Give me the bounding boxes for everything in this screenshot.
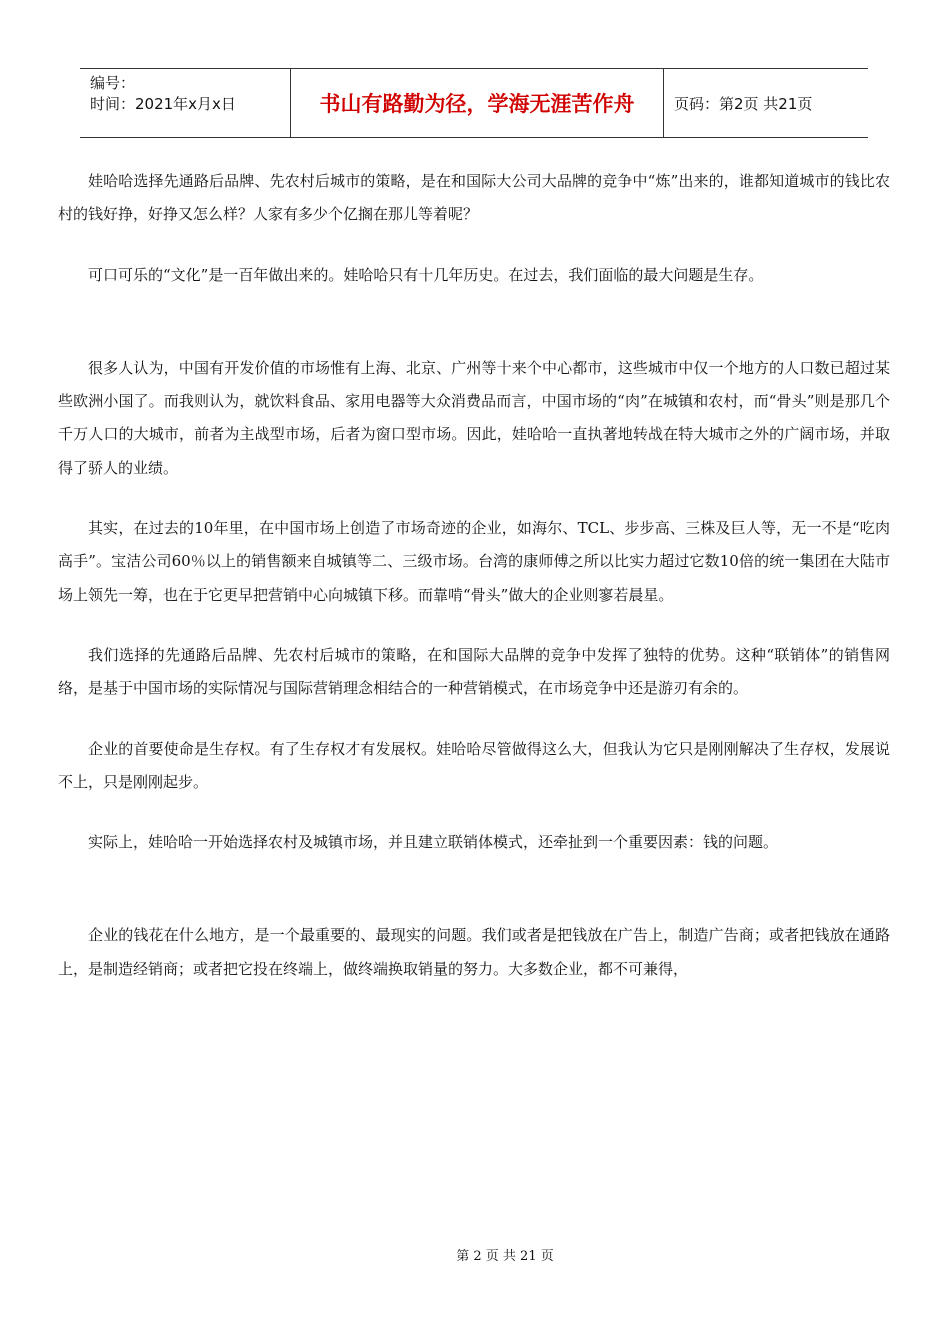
header-page-info: 页码：第2页 共21页	[674, 94, 813, 113]
header-motto: 书山有路勤为径，学海无涯苦作舟	[291, 69, 664, 137]
paragraph: 实际上，娃哈哈一开始选择农村及城镇市场，并且建立联销体模式，还牵扯到一个重要因素：钱的问题。	[88, 833, 779, 852]
header-info-cell	[80, 69, 291, 137]
paragraph: 很多人认为，中国有开发价值的市场惟有上海、北京、广州等十来个中心都市，这些城市中仅一个地方的人口数已超过某些欧洲小国了。而我则认为，就饮料食品、家用电器等大众消费品而言，中国市场的“肉”在城镇和农村，而“骨头”则是那几个千万人口的大城市，前者为主战型市场，后者为窗口型市场。因此，娃哈哈一直执著地转战在特大城市之外的广阔市场，并取得了骄人的业绩。	[58, 358, 890, 477]
document-date: 时间：2021年x月x日	[90, 95, 236, 113]
paragraph: 娃哈哈选择先通路后品牌、先农村后城市的策略，是在和国际大公司大品牌的竞争中“炼”出来的，谁都知道城市的钱比农村的钱好挣，好挣又怎么样？人家有多少个亿搁在那儿等着呢？	[58, 172, 890, 224]
paragraph: 我们选择的先通路后品牌、先农村后城市的策略，在和国际大品牌的竞争中发挥了独特的优势。这种“联销体”的销售网络，是基于中国市场的实际情况与国际营销理念相结合的一种营销模式，在市场竞争中还是游刃有余的。	[58, 645, 890, 698]
page-header	[80, 68, 868, 138]
paragraph: 可口可乐的“文化”是一百年做出来的。娃哈哈只有十几年历史。在过去，我们面临的最大问题是生存。	[88, 265, 764, 284]
paragraph: 其实，在过去的10年里，在中国市场上创造了市场奇迹的企业，如海尔、TCL、步步高、三株及巨人等，无一不是“吃肉高手”。宝洁公司60％以上的销售额来自城镇等二、三级市场。台湾的康师傅之所以比实力超过它数10倍的统一集团在大陆市场上领先一筹，也在于它更早把营销中心向城镇下移。而靠啃“骨头”做大的企业则寥若晨星。	[58, 519, 890, 604]
document-body	[58, 165, 890, 1013]
document-number: 编号：	[90, 74, 136, 92]
paragraph: 企业的钱花在什么地方，是一个最重要的、最现实的问题。我们或者是把钱放在广告上，制造广告商；或者把钱放在通路上，是制造经销商；或者把它投在终端上，做终端换取销量的努力。大多数企业，都不可兼得，	[58, 926, 890, 978]
paragraph: 企业的首要使命是生存权。有了生存权才有发展权。娃哈哈尽管做得这么大，但我认为它只是刚刚解决了生存权，发展说不上，只是刚刚起步。	[58, 739, 890, 791]
page-footer: 第 2 页 共 21 页	[456, 1249, 554, 1264]
